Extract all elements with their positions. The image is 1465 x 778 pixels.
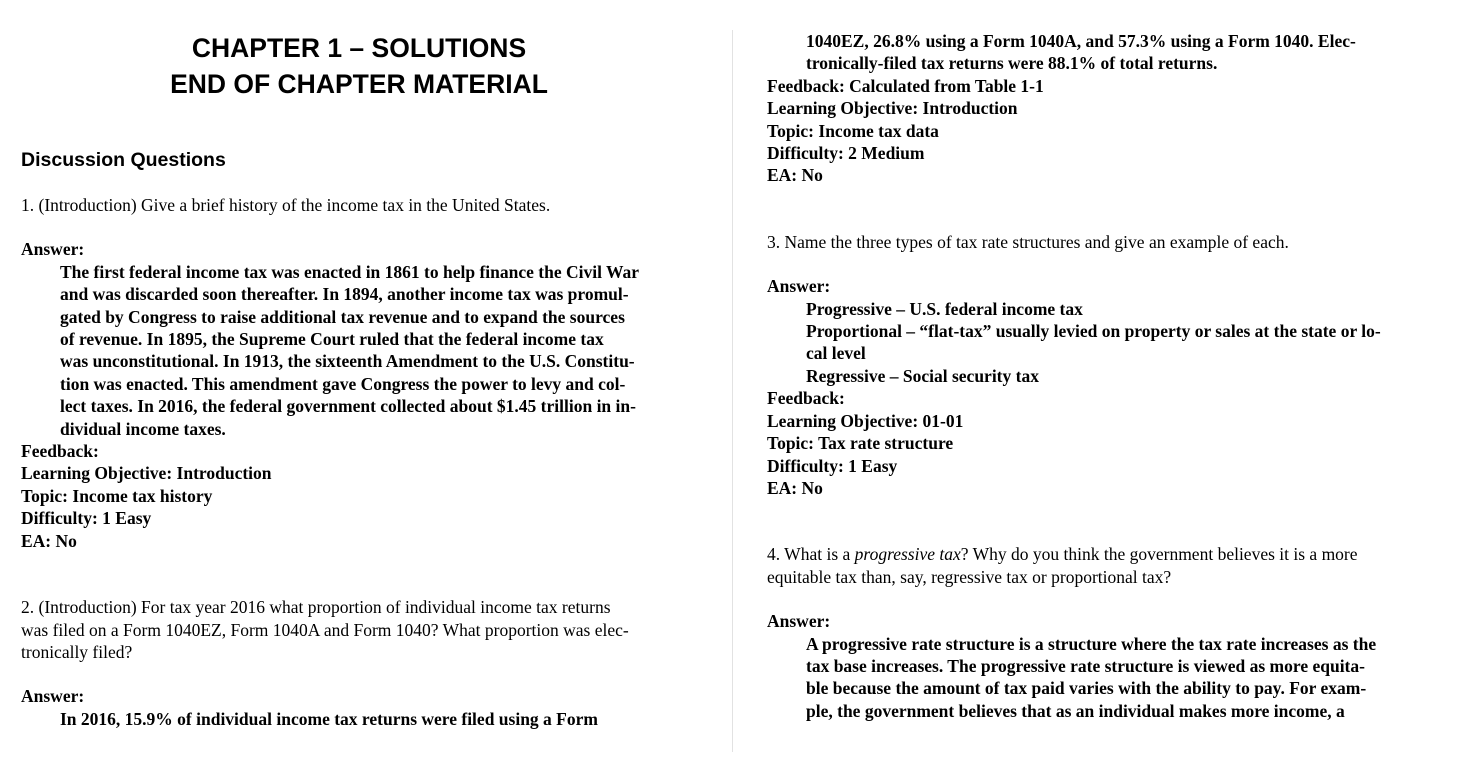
q2-answer-continued <box>767 30 1465 75</box>
q4-answer-label: Answer: <box>767 611 831 632</box>
q3-answer-line: Proportional – “flat-tax” usually levied on property or sales at the state or lo- <box>806 321 1381 342</box>
q1-topic: Topic: Income tax history <box>21 485 213 506</box>
q3-answer-label: Answer: <box>767 276 831 297</box>
q4-answer-line: tax base increases. The progressive rate structure is viewed as more equita- <box>806 655 1365 676</box>
q2-answer-label: Answer: <box>21 686 85 707</box>
q4-question-part2: ? Why do you think the government believes it is a more <box>960 544 1358 565</box>
q4-question-part1: 4. What is a <box>767 544 855 565</box>
section-heading: Discussion Questions <box>21 149 226 171</box>
page-divider <box>732 30 733 752</box>
q3-difficulty: Difficulty: 1 Easy <box>767 455 898 476</box>
q2-answer-line: 1040EZ, 26.8% using a Form 1040A, and 57.3% using a Form 1040. Elec- <box>806 31 1356 51</box>
q3-ea: EA: No <box>767 477 823 498</box>
q2-feedback: Feedback: Calculated from Table 1-1 <box>767 75 1044 96</box>
q4-question <box>767 543 1465 588</box>
q3-feedback: Feedback: <box>767 388 845 409</box>
right-page <box>734 0 1465 778</box>
q2-topic: Topic: Income tax data <box>767 120 939 141</box>
q3-learning-objective: Learning Objective: 01-01 <box>767 410 964 431</box>
q1-ea: EA: No <box>21 530 77 551</box>
q2-learning-objective: Learning Objective: Introduction <box>767 98 1018 119</box>
q3-topic: Topic: Tax rate structure <box>767 433 954 454</box>
q1-answer-line: gated by Congress to raise additional tax revenue and to expand the sources <box>60 306 625 327</box>
q1-answer-line: and was discarded soon thereafter. In 1894, another income tax was promul- <box>60 284 629 305</box>
q2-ea: EA: No <box>767 165 823 186</box>
q1-answer-line: dividual income taxes. <box>60 418 226 439</box>
q3-question: 3. Name the three types of tax rate structures and give an example of each. <box>767 231 1289 252</box>
title-line-2: END OF CHAPTER MATERIAL <box>170 69 548 99</box>
q3-answer-line: Regressive – Social security tax <box>806 365 1039 386</box>
q4-question-line <box>767 543 1465 565</box>
q2-question-line: was filed on a Form 1040EZ, Form 1040A and Form 1040? What proportion was elec- <box>21 619 629 640</box>
q4-answer <box>767 633 1465 723</box>
q4-question-line-2: equitable tax than, say, regressive tax or proportional tax? <box>767 566 1172 587</box>
q4-answer-line: ble because the amount of tax paid varies with the ability to pay. For exam- <box>806 678 1367 699</box>
q2-question-line: 2. (Introduction) For tax year 2016 what proportion of individual income tax returns <box>21 597 611 618</box>
q4-answer-line: ple, the government believes that as an individual makes more income, a <box>806 700 1345 721</box>
q3-answer <box>767 298 1465 388</box>
chapter-title <box>21 30 697 102</box>
q3-answer-line: cal level <box>806 343 866 364</box>
q1-learning-objective: Learning Objective: Introduction <box>21 463 272 484</box>
q1-answer-line: tion was enacted. This amendment gave Congress the power to levy and col- <box>60 373 626 394</box>
q1-difficulty: Difficulty: 1 Easy <box>21 508 152 529</box>
q1-answer <box>21 261 733 440</box>
q3-answer-line: Progressive – U.S. federal income tax <box>806 298 1083 319</box>
q1-answer-line: lect taxes. In 2016, the federal government collected about $1.45 trillion in in- <box>60 396 636 417</box>
q4-question-term: progressive tax <box>854 544 961 565</box>
title-line-1: CHAPTER 1 – SOLUTIONS <box>191 33 527 63</box>
q2-answer-line: In 2016, 15.9% of individual income tax returns were filed using a Form <box>60 708 598 729</box>
q2-question-line: tronically filed? <box>21 641 133 662</box>
q1-answer-line: of revenue. In 1895, the Supreme Court ruled that the federal income tax <box>60 329 604 350</box>
q2-question <box>21 596 733 663</box>
q2-answer-line: tronically-filed tax returns were 88.1% of total returns. <box>806 53 1218 74</box>
q1-answer-line: was unconstitutional. In 1913, the sixteenth Amendment to the U.S. Constitu- <box>60 351 635 372</box>
q4-answer-line: A progressive rate structure is a structure where the tax rate increases as the <box>806 633 1377 654</box>
q1-answer-label: Answer: <box>21 239 85 260</box>
q1-answer-line: The first federal income tax was enacted in 1861 to help finance the Civil War <box>60 261 640 282</box>
q1-feedback: Feedback: <box>21 441 99 462</box>
q2-difficulty: Difficulty: 2 Medium <box>767 143 925 164</box>
q1-question: 1. (Introduction) Give a brief history of the income tax in the United States. <box>21 195 551 215</box>
